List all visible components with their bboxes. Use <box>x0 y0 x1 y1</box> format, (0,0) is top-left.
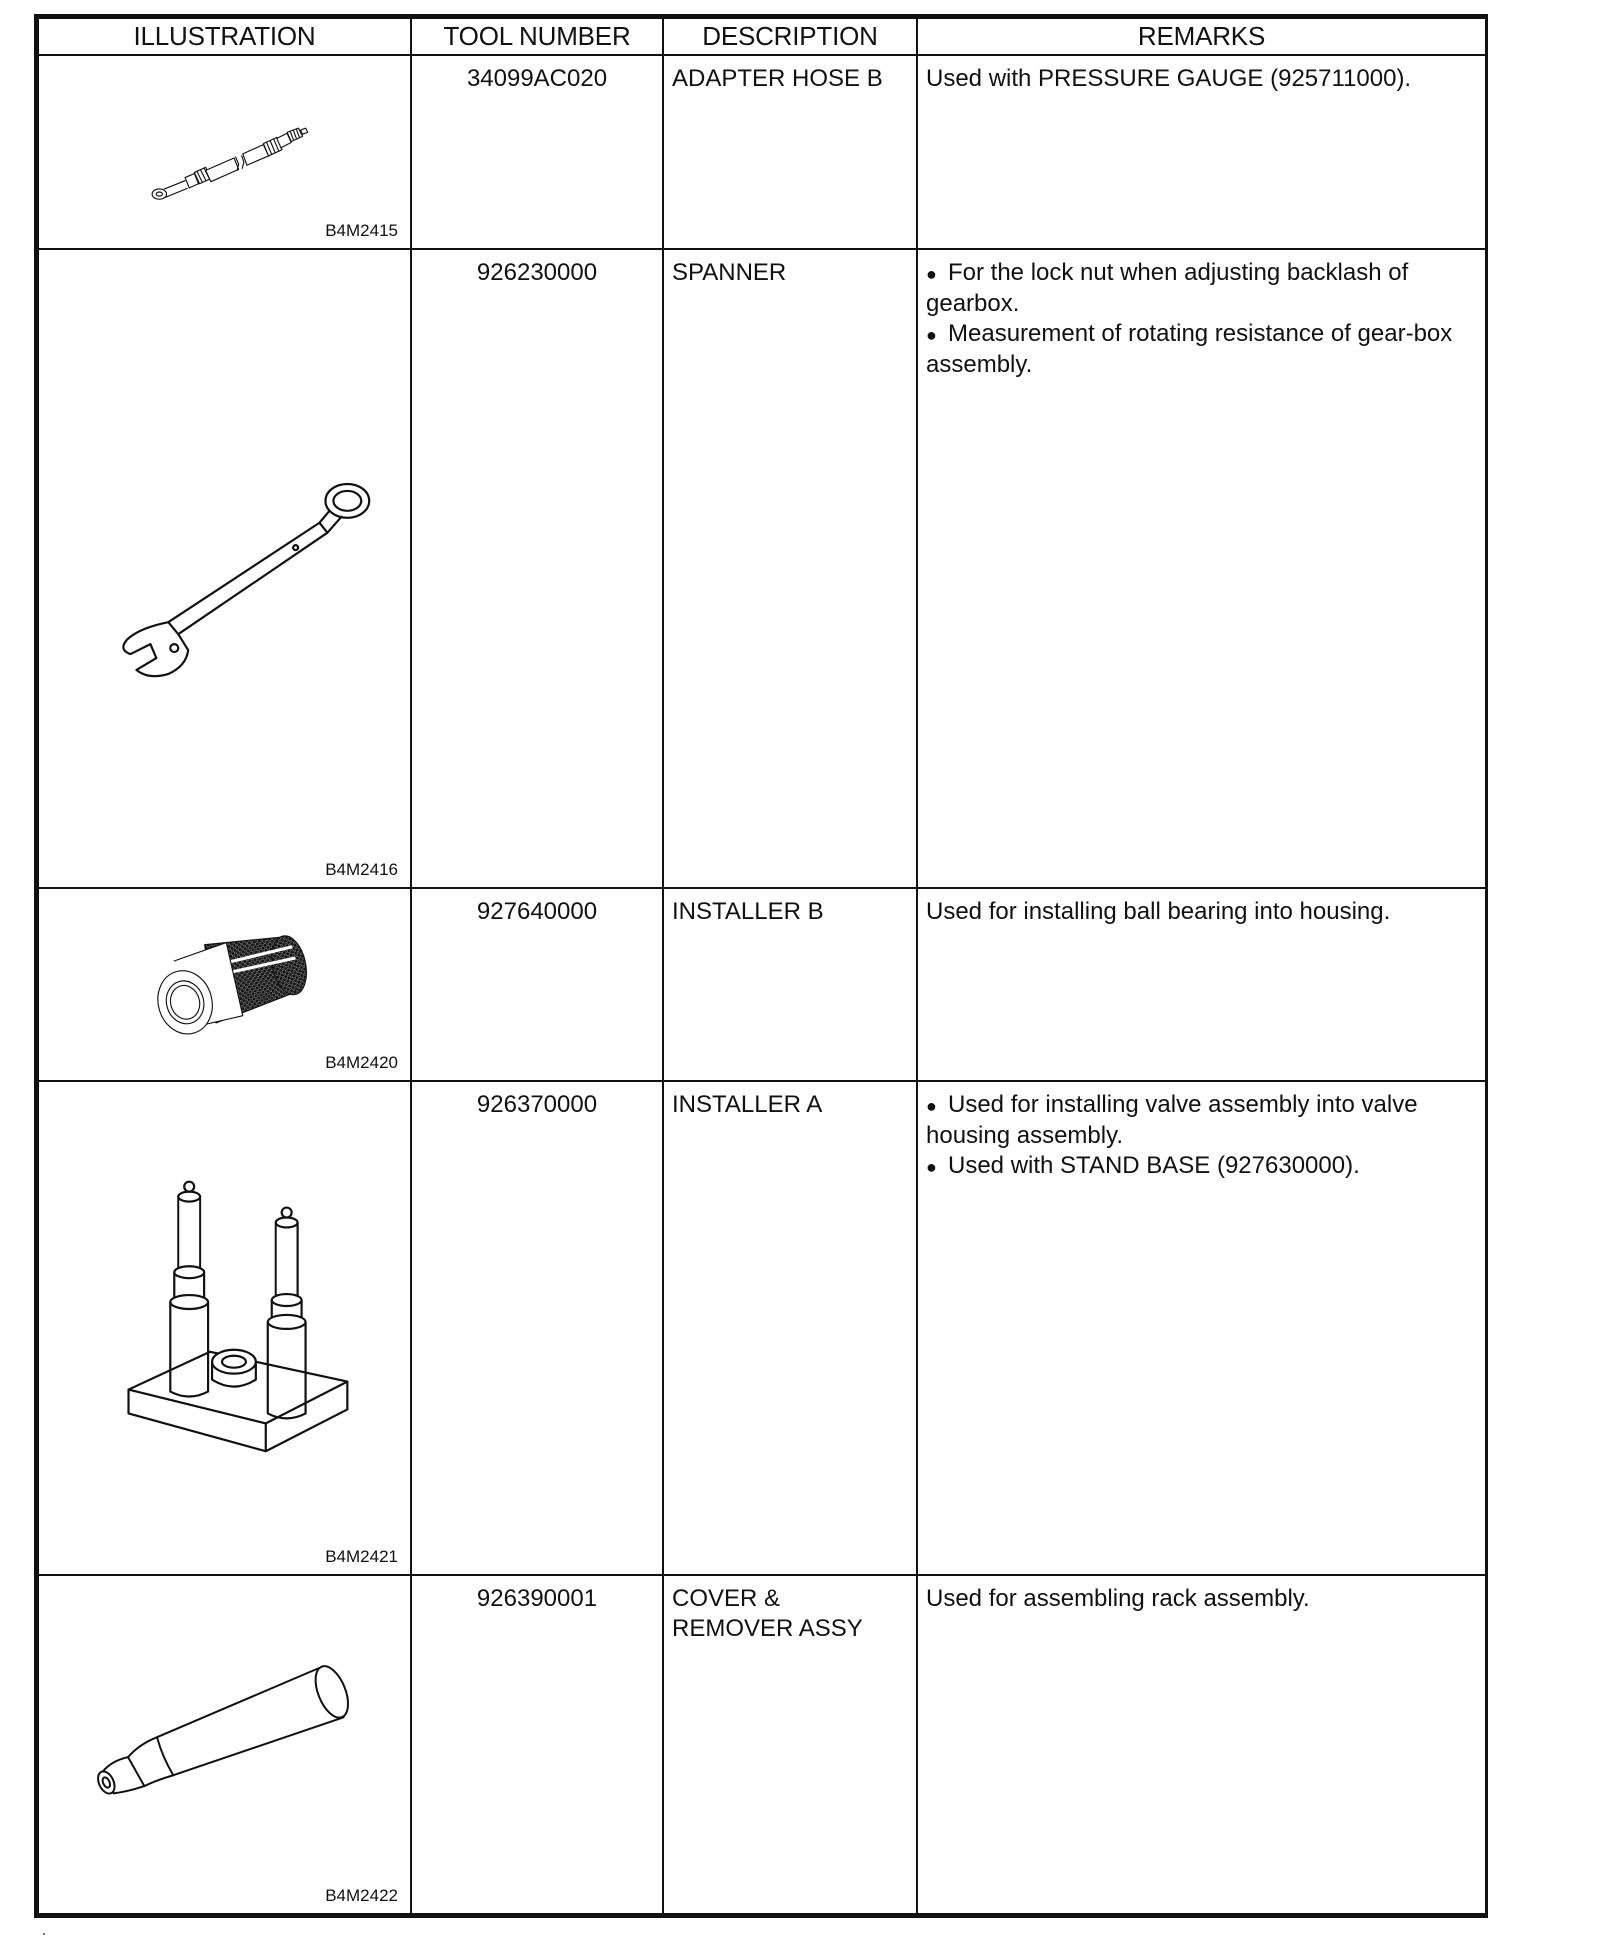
illustration-cell <box>38 249 411 888</box>
table-row <box>38 249 1486 888</box>
header-remarks: REMARKS <box>917 18 1486 55</box>
description-cell <box>663 249 917 888</box>
description-line: SPANNER <box>672 258 787 286</box>
remarks-cell <box>917 55 1486 249</box>
remarks-item-text: Used with STAND BASE (927630000). <box>948 1152 1360 1180</box>
table-row <box>38 1575 1486 1914</box>
figure-code: B4M2420 <box>325 1053 398 1073</box>
header-description: DESCRIPTION <box>663 18 917 55</box>
remarks-text: Used with PRESSURE GAUGE (925711000). <box>926 65 1412 92</box>
bullet-icon: ● <box>926 263 937 284</box>
description-line: REMOVER ASSY <box>672 1615 863 1643</box>
illustration-cell <box>38 1575 411 1914</box>
remarks-text: Used for assembling rack assembly. <box>926 1585 1310 1613</box>
remarks-text: Used for installing ball bearing into housing. <box>926 897 1391 925</box>
special-tools-table <box>37 17 1487 1915</box>
remarks-item-text: For the lock nut when adjusting backlash of gearbox. <box>926 258 1409 317</box>
remarks-item <box>926 258 1477 319</box>
description-cell <box>663 55 917 249</box>
remarks-cell <box>917 888 1486 1082</box>
bullet-icon: ● <box>926 1157 937 1178</box>
bullet-icon: ● <box>926 324 937 345</box>
cover-remover-icon <box>39 1576 410 1913</box>
table-row <box>38 888 1486 1082</box>
bullet-icon: ● <box>926 1096 937 1117</box>
illustration-cell <box>38 1081 411 1575</box>
scan-speck <box>43 1933 45 1935</box>
remarks-list <box>926 258 1477 380</box>
tool-number-cell: 926390001 <box>411 1575 663 1914</box>
description-cell <box>663 1081 917 1575</box>
illustration-cell <box>38 55 411 249</box>
figure-code: B4M2415 <box>325 220 398 240</box>
figure-code: B4M2421 <box>325 1547 398 1567</box>
tool-number-cell: 926370000 <box>411 1081 663 1575</box>
header-tool-number: TOOL NUMBER <box>411 18 663 55</box>
description-cell <box>663 1575 917 1914</box>
table-row <box>38 55 1486 249</box>
table-row <box>38 1081 1486 1575</box>
header-row <box>38 18 1486 55</box>
remarks-item <box>926 1090 1477 1151</box>
remarks-item-text: Used for installing valve assembly into valve housing assembly. <box>926 1091 1418 1150</box>
description-line: INSTALLER A <box>672 1091 823 1119</box>
installer-a-icon <box>39 1082 410 1574</box>
adapter-hose-icon <box>39 56 410 248</box>
remarks-cell <box>917 1081 1486 1575</box>
figure-code: B4M2422 <box>325 1886 398 1905</box>
description-line: INSTALLER B <box>672 897 824 925</box>
remarks-cell <box>917 1575 1486 1914</box>
remarks-item <box>926 319 1477 380</box>
spanner-icon <box>39 250 410 887</box>
description-line: COVER & <box>672 1585 781 1613</box>
figure-code: B4M2416 <box>325 859 398 879</box>
illustration-cell <box>38 888 411 1082</box>
tool-number-cell: 927640000 <box>411 888 663 1082</box>
tool-number-cell: 34099AC020 <box>411 55 663 249</box>
description-cell <box>663 888 917 1082</box>
remarks-list <box>926 1090 1477 1182</box>
description-line: ADAPTER HOSE B <box>672 65 883 92</box>
special-tools-table-frame <box>34 14 1488 1918</box>
remarks-item <box>926 1151 1477 1182</box>
remarks-cell <box>917 249 1486 888</box>
installer-b-icon <box>39 889 410 1081</box>
remarks-item-text: Measurement of rotating resistance of gear-box assembly. <box>926 319 1453 378</box>
header-illustration: ILLUSTRATION <box>38 18 411 55</box>
tool-number-cell: 926230000 <box>411 249 663 888</box>
